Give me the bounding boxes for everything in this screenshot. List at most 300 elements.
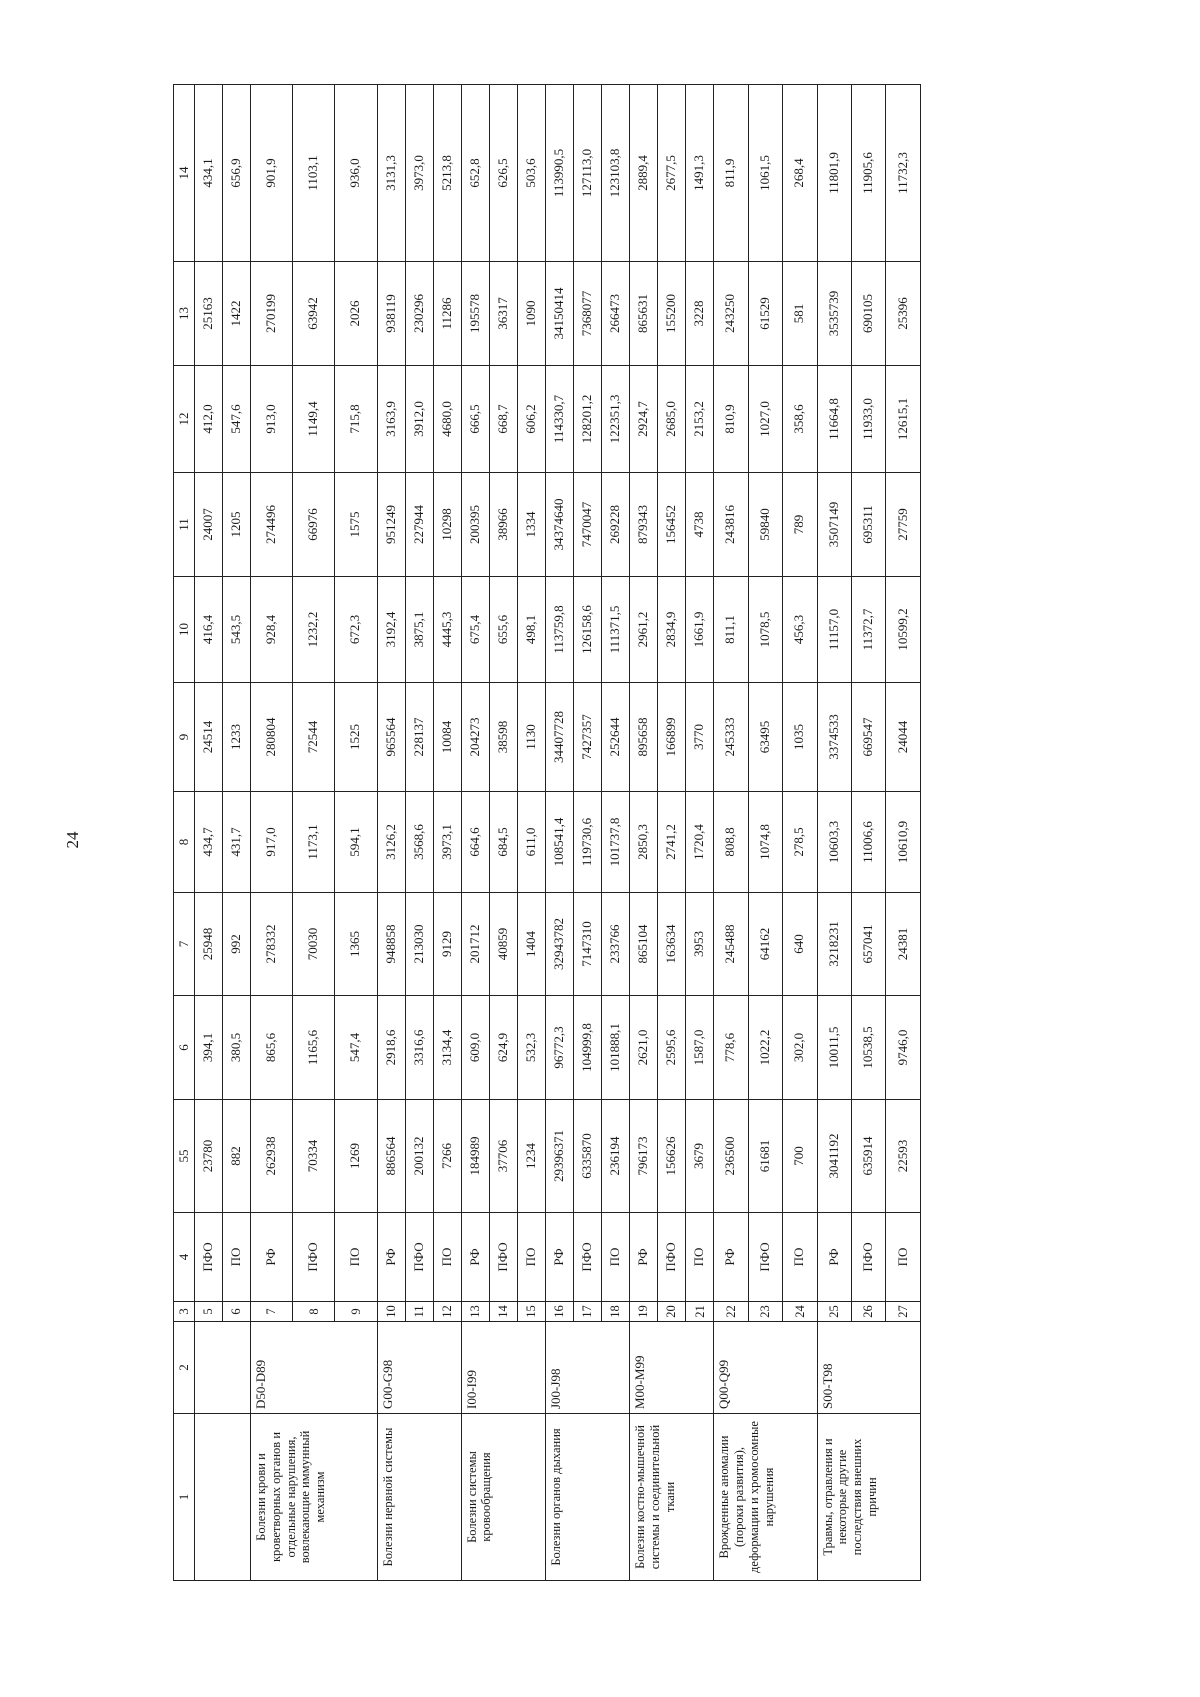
value-cell: 96772,3 [545,996,573,1100]
value-cell: 3973,1 [433,792,461,893]
value-cell: 59840 [748,473,782,577]
region-cell: ПФО [851,1213,885,1302]
disease-name-cell: Болезни органов дыхания [545,1414,629,1581]
value-cell: 684,5 [489,792,517,893]
value-cell: 236194 [602,1100,630,1213]
value-cell: 3163,9 [377,366,405,473]
value-cell: 11286 [433,262,461,366]
value-cell: 230296 [405,262,433,366]
value-cell: 547,4 [335,996,377,1100]
row-number-cell: 12 [433,1302,461,1322]
region-cell: РФ [817,1213,851,1302]
value-cell: 1205 [223,473,251,577]
table-row [377,85,405,1581]
value-cell: 195578 [461,262,489,366]
value-cell: 38598 [489,683,517,792]
value-cell: 778,6 [714,996,748,1100]
value-cell: 913,0 [251,366,293,473]
value-cell: 1587,0 [686,996,714,1100]
value-cell: 63495 [748,683,782,792]
value-cell: 394,1 [195,996,223,1100]
header-cell: 8 [174,792,195,893]
disease-name-cell: Болезни системы кровообращения [461,1414,545,1581]
value-cell: 810,9 [714,366,748,473]
value-cell: 27759 [886,473,921,577]
region-cell: РФ [461,1213,489,1302]
value-cell: 233766 [602,893,630,996]
table-row [195,85,223,1581]
value-cell: 3218231 [817,893,851,996]
row-number-cell: 22 [714,1302,748,1322]
value-cell: 2741,2 [658,792,686,893]
value-cell: 1103,1 [293,85,335,262]
value-cell: 1232,2 [293,577,335,683]
value-cell: 70334 [293,1100,335,1213]
value-cell: 3679 [686,1100,714,1213]
value-cell: 22593 [886,1100,921,1213]
header-cell: 10 [174,577,195,683]
value-cell: 3507149 [817,473,851,577]
value-cell: 1149,4 [293,366,335,473]
value-cell: 1334 [517,473,545,577]
value-cell: 12615,1 [886,366,921,473]
value-cell: 104999,8 [573,996,601,1100]
value-cell: 227944 [405,473,433,577]
header-cell: 13 [174,262,195,366]
value-cell: 652,8 [461,85,489,262]
rotated-table-container [173,85,921,1581]
row-number-cell: 18 [602,1302,630,1322]
region-cell: ПО [602,1213,630,1302]
value-cell: 1661,9 [686,577,714,683]
region-cell: ПО [223,1213,251,1302]
value-cell: 669547 [851,683,885,792]
value-cell: 123103,8 [602,85,630,262]
value-cell: 3875,1 [405,577,433,683]
value-cell: 1022,2 [748,996,782,1100]
disease-name-cell [195,1414,251,1581]
value-cell: 3568,6 [405,792,433,893]
value-cell: 61681 [748,1100,782,1213]
value-cell: 200132 [405,1100,433,1213]
value-cell: 2621,0 [630,996,658,1100]
value-cell: 3770 [686,683,714,792]
value-cell: 4445,3 [433,577,461,683]
value-cell: 1027,0 [748,366,782,473]
value-cell: 2850,3 [630,792,658,893]
disease-name-cell: Болезни крови и кроветворных органов и отдельные нарушения, вовлекающие иммунный механизм [251,1414,377,1581]
row-number-cell: 14 [489,1302,517,1322]
region-cell: ПО [886,1213,921,1302]
row-number-cell: 10 [377,1302,405,1322]
row-number-cell: 26 [851,1302,885,1322]
icd-code-cell: J00-J98 [545,1322,629,1414]
value-cell: 1035 [783,683,817,792]
table-row [461,85,489,1581]
value-cell: 302,0 [783,996,817,1100]
value-cell: 992 [223,893,251,996]
value-cell: 25948 [195,893,223,996]
region-cell: ПО [433,1213,461,1302]
header-cell: 3 [174,1302,195,1322]
value-cell: 64162 [748,893,782,996]
value-cell: 38966 [489,473,517,577]
value-cell: 635914 [851,1100,885,1213]
value-cell: 965564 [377,683,405,792]
value-cell: 156452 [658,473,686,577]
value-cell: 1233 [223,683,251,792]
value-cell: 1061,5 [748,85,782,262]
value-cell: 2026 [335,262,377,366]
value-cell: 262938 [251,1100,293,1213]
value-cell: 690105 [851,262,885,366]
value-cell: 666,5 [461,366,489,473]
row-number-cell: 11 [405,1302,433,1322]
value-cell: 3192,4 [377,577,405,683]
value-cell: 715,8 [335,366,377,473]
value-cell: 1269 [335,1100,377,1213]
value-cell: 2153,2 [686,366,714,473]
value-cell: 36317 [489,262,517,366]
value-cell: 3228 [686,262,714,366]
value-cell: 32943782 [545,893,573,996]
header-cell: 9 [174,683,195,792]
value-cell: 7368077 [573,262,601,366]
value-cell: 434,1 [195,85,223,262]
header-cell: 6 [174,996,195,1100]
value-cell: 547,6 [223,366,251,473]
row-number-cell: 6 [223,1302,251,1322]
region-cell: ПО [335,1213,377,1302]
region-cell: РФ [714,1213,748,1302]
region-cell: ПФО [195,1213,223,1302]
value-cell: 10011,5 [817,996,851,1100]
value-cell: 25396 [886,262,921,366]
value-cell: 113990,5 [545,85,573,262]
row-number-cell: 20 [658,1302,686,1322]
value-cell: 951249 [377,473,405,577]
value-cell: 11801,9 [817,85,851,262]
value-cell: 664,6 [461,792,489,893]
value-cell: 611,0 [517,792,545,893]
region-cell: ПО [783,1213,817,1302]
value-cell: 266473 [602,262,630,366]
value-cell: 1090 [517,262,545,366]
value-cell: 126158,6 [573,577,601,683]
value-cell: 938119 [377,262,405,366]
value-cell: 9129 [433,893,461,996]
value-cell: 948858 [377,893,405,996]
region-cell: ПФО [293,1213,335,1302]
header-cell: 4 [174,1213,195,1302]
value-cell: 668,7 [489,366,517,473]
header-row [174,85,195,1581]
icd-code-cell: G00-G98 [377,1322,461,1414]
row-number-cell: 16 [545,1302,573,1322]
value-cell: 380,5 [223,996,251,1100]
value-cell: 594,1 [335,792,377,893]
region-cell: ПФО [573,1213,601,1302]
row-number-cell: 17 [573,1302,601,1322]
value-cell: 184989 [461,1100,489,1213]
value-cell: 24514 [195,683,223,792]
row-number-cell: 25 [817,1302,851,1322]
row-number-cell: 13 [461,1302,489,1322]
value-cell: 25163 [195,262,223,366]
value-cell: 1525 [335,683,377,792]
value-cell: 2685,0 [658,366,686,473]
icd-code-cell: Q00-Q99 [714,1322,817,1414]
value-cell: 228137 [405,683,433,792]
value-cell: 10603,3 [817,792,851,893]
value-cell: 675,4 [461,577,489,683]
value-cell: 269228 [602,473,630,577]
value-cell: 114330,7 [545,366,573,473]
page-number: 24 [63,831,82,849]
value-cell: 11732,3 [886,85,921,262]
value-cell: 700 [783,1100,817,1213]
value-cell: 11006,6 [851,792,885,893]
header-cell: 1 [174,1414,195,1581]
value-cell: 3374533 [817,683,851,792]
value-cell: 1078,5 [748,577,782,683]
disease-name-cell: Врожденные аномалии (пороки развития), деформации и хромосомные нарушения [714,1414,817,1581]
value-cell: 928,4 [251,577,293,683]
value-cell: 2677,5 [658,85,686,262]
value-cell: 23780 [195,1100,223,1213]
value-cell: 128201,2 [573,366,601,473]
value-cell: 245333 [714,683,748,792]
value-cell: 1575 [335,473,377,577]
value-cell: 1404 [517,893,545,996]
row-number-cell: 15 [517,1302,545,1322]
table-row [714,85,748,1581]
value-cell: 37706 [489,1100,517,1213]
region-cell: РФ [630,1213,658,1302]
header-cell: 14 [174,85,195,262]
region-cell: ПФО [658,1213,686,1302]
header-cell: 7 [174,893,195,996]
header-cell: 11 [174,473,195,577]
region-cell: РФ [251,1213,293,1302]
region-cell: ПО [517,1213,545,1302]
value-cell: 886564 [377,1100,405,1213]
value-cell: 796173 [630,1100,658,1213]
value-cell: 101888,1 [602,996,630,1100]
value-cell: 882 [223,1100,251,1213]
value-cell: 66976 [293,473,335,577]
value-cell: 808,8 [714,792,748,893]
value-cell: 581 [783,262,817,366]
value-cell: 416,4 [195,577,223,683]
value-cell: 4738 [686,473,714,577]
row-number-cell: 27 [886,1302,921,1322]
value-cell: 1130 [517,683,545,792]
value-cell: 70030 [293,893,335,996]
value-cell: 2918,6 [377,996,405,1100]
value-cell: 1074,8 [748,792,782,893]
value-cell: 11933,0 [851,366,885,473]
value-cell: 11157,0 [817,577,851,683]
value-cell: 280804 [251,683,293,792]
value-cell: 532,3 [517,996,545,1100]
value-cell: 3953 [686,893,714,996]
icd-code-cell: S00-T98 [817,1322,920,1414]
value-cell: 108541,4 [545,792,573,893]
value-cell: 3126,2 [377,792,405,893]
value-cell: 498,1 [517,577,545,683]
value-cell: 34407728 [545,683,573,792]
value-cell: 29396371 [545,1100,573,1213]
value-cell: 2961,2 [630,577,658,683]
value-cell: 40859 [489,893,517,996]
row-number-cell: 7 [251,1302,293,1322]
region-cell: ПФО [748,1213,782,1302]
value-cell: 113759,8 [545,577,573,683]
value-cell: 278,5 [783,792,817,893]
value-cell: 811,1 [714,577,748,683]
value-cell: 624,9 [489,996,517,1100]
value-cell: 879343 [630,473,658,577]
disease-name-cell: Болезни костно-мышечной системы и соединительной ткани [630,1414,714,1581]
value-cell: 201712 [461,893,489,996]
value-cell: 252644 [602,683,630,792]
disease-name-cell: Травмы, отравления и некоторые другие последствия внешних причин [817,1414,920,1581]
row-number-cell: 23 [748,1302,782,1322]
value-cell: 10538,5 [851,996,885,1100]
value-cell: 243250 [714,262,748,366]
value-cell: 24007 [195,473,223,577]
value-cell: 789 [783,473,817,577]
value-cell: 274496 [251,473,293,577]
value-cell: 1165,6 [293,996,335,1100]
row-number-cell: 24 [783,1302,817,1322]
value-cell: 3973,0 [405,85,433,262]
value-cell: 3316,6 [405,996,433,1100]
value-cell: 503,6 [517,85,545,262]
value-cell: 213030 [405,893,433,996]
value-cell: 656,9 [223,85,251,262]
row-number-cell: 5 [195,1302,223,1322]
value-cell: 122351,3 [602,366,630,473]
value-cell: 243816 [714,473,748,577]
value-cell: 34374640 [545,473,573,577]
value-cell: 10084 [433,683,461,792]
value-cell: 34150414 [545,262,573,366]
value-cell: 24381 [886,893,921,996]
value-cell: 6335870 [573,1100,601,1213]
icd-code-cell: I00-I99 [461,1322,545,1414]
value-cell: 278332 [251,893,293,996]
value-cell: 3134,4 [433,996,461,1100]
value-cell: 865631 [630,262,658,366]
value-cell: 9746,0 [886,996,921,1100]
value-cell: 2834,9 [658,577,686,683]
value-cell: 695311 [851,473,885,577]
value-cell: 268,4 [783,85,817,262]
value-cell: 865104 [630,893,658,996]
value-cell: 270199 [251,262,293,366]
value-cell: 63942 [293,262,335,366]
table-row [545,85,573,1581]
value-cell: 11372,7 [851,577,885,683]
value-cell: 606,2 [517,366,545,473]
value-cell: 456,3 [783,577,817,683]
row-number-cell: 19 [630,1302,658,1322]
value-cell: 166899 [658,683,686,792]
value-cell: 1491,3 [686,85,714,262]
value-cell: 2924,7 [630,366,658,473]
value-cell: 811,9 [714,85,748,262]
region-cell: ПО [686,1213,714,1302]
value-cell: 4680,0 [433,366,461,473]
region-cell: ПФО [489,1213,517,1302]
value-cell: 111371,5 [602,577,630,683]
value-cell: 200395 [461,473,489,577]
table-row [630,85,658,1581]
icd-code-cell: M00-M99 [630,1322,714,1414]
value-cell: 3535739 [817,262,851,366]
value-cell: 672,3 [335,577,377,683]
value-cell: 127113,0 [573,85,601,262]
icd-code-cell: D50-D89 [251,1322,377,1414]
value-cell: 163634 [658,893,686,996]
value-cell: 11664,8 [817,366,851,473]
statistics-table [173,84,921,1581]
value-cell: 3131,3 [377,85,405,262]
value-cell: 7470047 [573,473,601,577]
value-cell: 1365 [335,893,377,996]
value-cell: 7147310 [573,893,601,996]
value-cell: 245488 [714,893,748,996]
value-cell: 5213,8 [433,85,461,262]
row-number-cell: 9 [335,1302,377,1322]
icd-code-cell [195,1322,251,1414]
value-cell: 156626 [658,1100,686,1213]
value-cell: 895658 [630,683,658,792]
value-cell: 901,9 [251,85,293,262]
region-cell: РФ [377,1213,405,1302]
value-cell: 72544 [293,683,335,792]
value-cell: 1234 [517,1100,545,1213]
table-row [251,85,293,1581]
value-cell: 101737,8 [602,792,630,893]
value-cell: 10298 [433,473,461,577]
value-cell: 119730,6 [573,792,601,893]
value-cell: 7266 [433,1100,461,1213]
value-cell: 936,0 [335,85,377,262]
value-cell: 10599,2 [886,577,921,683]
value-cell: 655,6 [489,577,517,683]
value-cell: 1422 [223,262,251,366]
table-row [817,85,851,1581]
header-cell: 2 [174,1322,195,1414]
value-cell: 3041192 [817,1100,851,1213]
value-cell: 204273 [461,683,489,792]
header-cell: 12 [174,366,195,473]
value-cell: 640 [783,893,817,996]
value-cell: 3912,0 [405,366,433,473]
region-cell: ПФО [405,1213,433,1302]
value-cell: 657041 [851,893,885,996]
row-number-cell: 8 [293,1302,335,1322]
value-cell: 1173,1 [293,792,335,893]
value-cell: 1720,4 [686,792,714,893]
disease-name-cell: Болезни нервной системы [377,1414,461,1581]
row-number-cell: 21 [686,1302,714,1322]
value-cell: 358,6 [783,366,817,473]
header-cell: 55 [174,1100,195,1213]
